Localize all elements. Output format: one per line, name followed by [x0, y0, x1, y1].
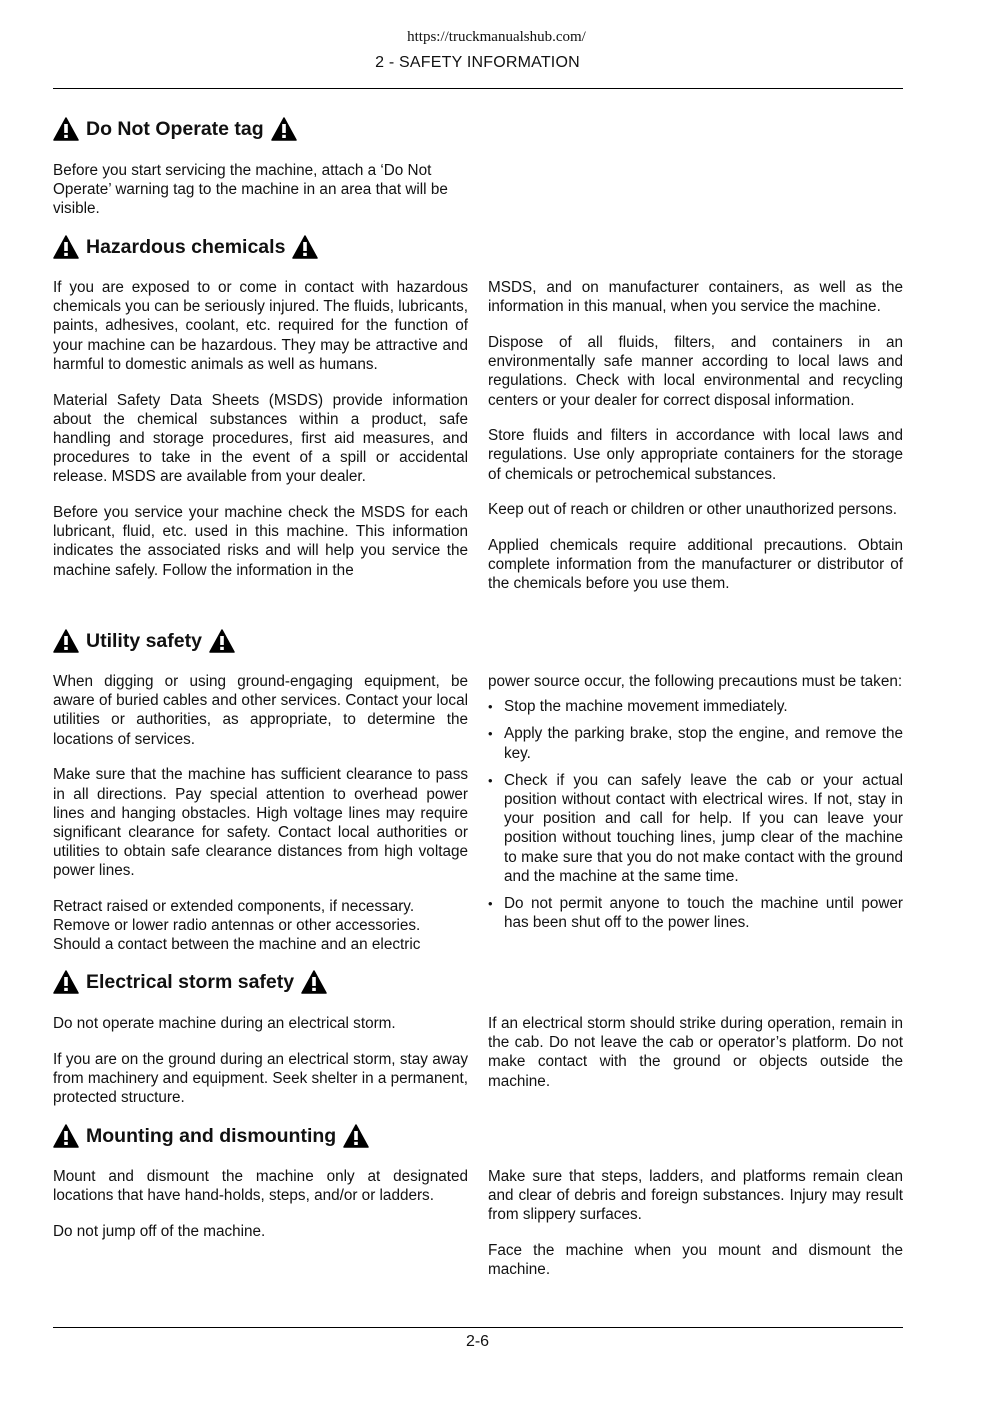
paragraph: Do not operate machine during an electrical storm.	[53, 1015, 396, 1032]
paragraph: Material Safety Data Sheets (MSDS) provide information about the chemical substances within a product, safe handling and storage procedures, first aid measures, and procedures to take in the event of a spill or accidental release. MSDS are available from your dealer.	[53, 391, 468, 486]
electrical-right-column	[488, 1014, 903, 1107]
mounting-right-column	[488, 1167, 903, 1296]
heading-text: Mounting and dismounting	[86, 1124, 337, 1147]
list-item: • Check if you can safely leave the cab or your actual position without contact with electrical wires. If not, stay in your position and call for help. If you can leave your position without touching lines, jump clear of the machine to make sure that you do not make contact with the ground and the machine at the same time.	[488, 771, 903, 886]
heading-text: Utility safety	[86, 629, 202, 652]
heading-text: Electrical storm safety	[86, 970, 295, 993]
section-header: 2 - SAFETY INFORMATION	[375, 54, 580, 71]
paragraph: Make sure that steps, ladders, and platforms remain clean and clear of debris and foreign substances. Injury may result from slippery surfaces.	[488, 1168, 903, 1224]
warning-triangle-icon	[53, 117, 79, 141]
warning-triangle-icon	[343, 1124, 369, 1148]
paragraph: When digging or using ground-engaging equipment, be aware of buried cables and other services. Contact your local utilities or authorities, as appropriate, to determine the locations of services.	[53, 673, 468, 748]
paragraph: Dispose of all fluids, filters, and containers in an environmentally safe manner according to local laws and regulations. Check with local environmental and recycling centers or your dealer for correct disposal information.	[488, 333, 903, 409]
hazardous-left-column	[53, 278, 468, 596]
utility-left-column	[53, 672, 468, 971]
warning-triangle-icon	[209, 629, 235, 653]
paragraph: Keep out of reach or children or other unauthorized persons.	[488, 501, 898, 519]
paragraph: Mount and dismount the machine only at designated locations that have hand-holds, steps, and/or or ladders.	[53, 1168, 468, 1205]
paragraph: If you are exposed to or come in contact with hazardous chemicals you can be seriously injured. The fluids, lubricants, paints, adhesives, coolant, etc. required for the function of your machine can be hazardous. They may be attractive and harmful to domestic animals as well as humans.	[53, 279, 468, 373]
warning-triangle-icon	[301, 970, 327, 994]
do-not-operate-left-column	[53, 161, 468, 235]
page-number: 2-6	[465, 1333, 490, 1350]
paragraph: power source occur, the following precautions must be taken:	[488, 673, 903, 690]
paragraph: Retract raised or extended components, if necessary. Remove or lower radio antennas or other accessories. Should a contact between the machine and an electric	[53, 898, 421, 954]
header-rule	[53, 88, 903, 89]
list-item: • Stop the machine movement immediately.	[488, 697, 903, 716]
list-item: • Apply the parking brake, stop the engine, and remove the key.	[488, 724, 903, 762]
list-item: • Do not permit anyone to touch the machine until power has been shut off to the power lines.	[488, 894, 903, 932]
heading-text: Do Not Operate tag	[86, 117, 264, 140]
hazardous-right-column	[488, 278, 903, 610]
paragraph: Store fluids and filters in accordance with local laws and regulations. Use only appropriate containers for the storage of chemicals or petrochemical substances.	[488, 427, 903, 483]
warning-triangle-icon	[53, 235, 79, 259]
footer-rule	[53, 1327, 903, 1328]
heading-electrical-storm-safety	[53, 970, 327, 994]
warning-triangle-icon	[271, 117, 297, 141]
paragraph: MSDS, and on manufacturer containers, as well as the information in this manual, when you service the machine.	[488, 279, 903, 316]
mounting-left-column	[53, 1167, 468, 1258]
heading-utility-safety	[53, 629, 235, 653]
paragraph: Applied chemicals require additional precautions. Obtain complete information from the manufacturer or distributor of the chemicals before you use them.	[488, 537, 903, 593]
paragraph: Make sure that the machine has sufficient clearance to pass in all directions. Pay special attention to overhead power lines and hanging obstacles. High voltage lines may require significant clearance for safety. Contact local authorities or utilities to obtain safe clearance distances from high voltage power lines.	[53, 766, 468, 880]
heading-do-not-operate	[53, 117, 297, 141]
paragraph: If an electrical storm should strike during operation, remain in the cab. Do not leave the cab or operator’s platform. Do not make contact with the ground or objects outside the machine.	[488, 1015, 903, 1090]
paragraph: If you are on the ground during an electrical storm, stay away from machinery and equipment. Seek shelter in a permanent, protected structure.	[53, 1050, 468, 1107]
heading-mounting-and-dismounting	[53, 1124, 369, 1148]
paragraph: Do not jump off of the machine.	[53, 1222, 266, 1240]
warning-triangle-icon	[53, 1124, 79, 1148]
warning-triangle-icon	[53, 629, 79, 653]
paragraph: Before you service your machine check the MSDS for each lubricant, fluid, etc. used in this machine. This information indicates the associated risks and will help you service the machine safely. Follow the information in the	[53, 504, 468, 579]
electrical-left-column	[53, 1014, 468, 1124]
heading-text: Hazardous chemicals	[86, 235, 286, 258]
warning-triangle-icon	[292, 235, 318, 259]
heading-hazardous-chemicals	[53, 235, 318, 259]
warning-triangle-icon	[53, 970, 79, 994]
paragraph: Before you start servicing the machine, attach a ‘Do Not Operate’ warning tag to the machine in an area that will be visible.	[53, 162, 448, 218]
precautions-list	[488, 697, 903, 932]
utility-right-column	[488, 672, 903, 940]
source-url[interactable]: https://truckmanualshub.com/	[407, 29, 586, 45]
paragraph: Face the machine when you mount and dismount the machine.	[488, 1242, 903, 1279]
